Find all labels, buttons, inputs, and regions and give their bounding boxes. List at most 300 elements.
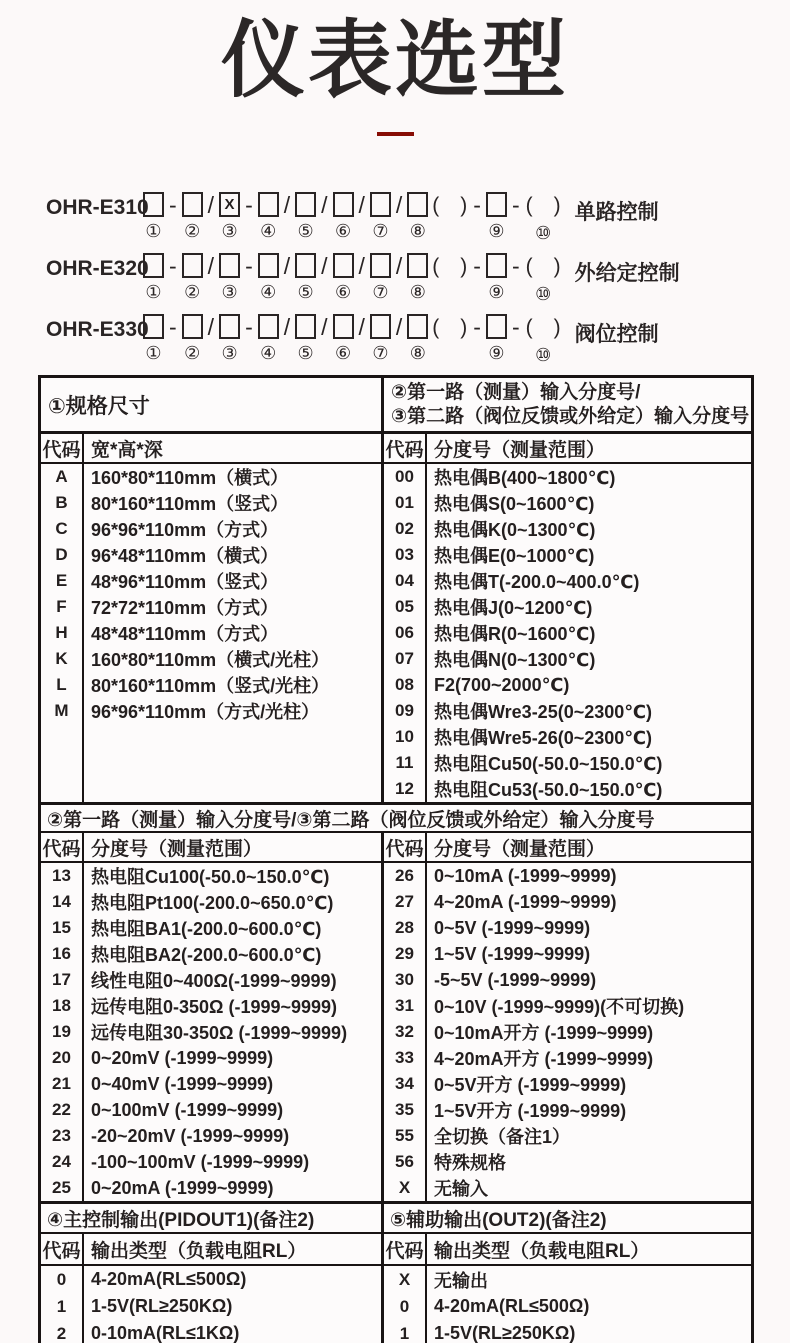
segnum-empty bbox=[170, 222, 175, 244]
model-box-slot bbox=[407, 314, 428, 364]
model-code-box bbox=[182, 253, 203, 278]
table-row bbox=[41, 1045, 381, 1071]
section1-left-header: ①规格尺寸 bbox=[41, 378, 381, 434]
code-cell: 18 bbox=[41, 993, 84, 1019]
desc-cell: 0~40mV (-1999~9999) bbox=[91, 1073, 274, 1094]
code-cell: X bbox=[384, 1266, 427, 1293]
segnum-empty bbox=[246, 283, 251, 305]
code-cell: 06 bbox=[384, 620, 427, 646]
segnum-empty bbox=[447, 344, 452, 366]
desc-cell: 1~5V (-1999~9999) bbox=[434, 943, 591, 964]
table-row bbox=[41, 1071, 381, 1097]
code-cell: 2 bbox=[41, 1320, 84, 1343]
desc-cell: 48*96*110mm（竖式） bbox=[91, 572, 279, 593]
desc-cell: 96*96*110mm（方式/光柱） bbox=[91, 702, 320, 723]
desc-cell: 热电偶B(400~1800℃) bbox=[434, 468, 616, 489]
segnum-empty bbox=[246, 344, 251, 366]
circled-number: ⑤ bbox=[297, 221, 314, 242]
model-symbol-slot bbox=[471, 314, 483, 366]
model-box-slot bbox=[219, 314, 240, 364]
section2 bbox=[41, 833, 751, 1201]
model-name: OHR-E320 bbox=[46, 257, 149, 281]
model-name: OHR-E330 bbox=[46, 318, 149, 342]
code-cell: 27 bbox=[384, 889, 427, 915]
segnum-empty bbox=[170, 283, 175, 305]
code-cell: 02 bbox=[384, 516, 427, 542]
code-cell: 03 bbox=[384, 542, 427, 568]
model-symbol-slot bbox=[357, 253, 367, 305]
table-row bbox=[41, 594, 381, 620]
desc-cell: 热电偶J(0~1200℃) bbox=[434, 598, 593, 619]
segnum-empty bbox=[170, 344, 175, 366]
model-row bbox=[46, 314, 790, 366]
desc-cell: 0~5V (-1999~9999) bbox=[434, 917, 591, 938]
desc-cell: 4-20mA(RL≤500Ω) bbox=[91, 1269, 247, 1290]
table-row bbox=[384, 672, 751, 698]
section1 bbox=[41, 378, 751, 802]
table-row bbox=[384, 646, 751, 672]
model-code-box bbox=[486, 192, 507, 217]
model-box-slot bbox=[182, 192, 203, 242]
circled-number: ④ bbox=[260, 343, 277, 364]
model-paren-group: ( ) bbox=[432, 254, 468, 278]
sec3-right-rows bbox=[384, 1266, 751, 1343]
table-row bbox=[384, 1266, 751, 1293]
model-code-box bbox=[407, 192, 428, 217]
desc-cell: 热电阻BA1(-200.0~600.0℃) bbox=[91, 919, 322, 940]
model-separator-symbol: - bbox=[473, 314, 481, 341]
section1-left bbox=[41, 378, 381, 802]
model-row bbox=[46, 253, 790, 305]
title-accent-dash bbox=[377, 132, 414, 136]
circled-number: ② bbox=[184, 221, 201, 242]
model-separator-symbol: / bbox=[358, 192, 365, 219]
table-row bbox=[384, 724, 751, 750]
segnum-empty bbox=[208, 222, 213, 244]
model-box-slot bbox=[370, 192, 391, 242]
model-box-slot bbox=[407, 253, 428, 303]
table-row bbox=[384, 464, 751, 490]
model-separator-symbol: / bbox=[395, 253, 403, 280]
desc-cell: 4-20mA(RL≤500Ω) bbox=[434, 1296, 590, 1317]
model-box-slot bbox=[219, 192, 240, 242]
code-cell: 15 bbox=[41, 915, 84, 941]
circled-number: ① bbox=[145, 282, 162, 303]
code-cell: 23 bbox=[41, 1123, 84, 1149]
segnum-empty bbox=[447, 222, 452, 244]
model-symbol-slot bbox=[243, 253, 255, 305]
circled-number: ⑩ bbox=[535, 345, 552, 366]
model-code-box bbox=[258, 314, 279, 339]
model-type-label: 单路控制 bbox=[574, 201, 659, 225]
segnum-empty bbox=[322, 283, 327, 305]
col-desc-label: 宽*高*深 bbox=[91, 439, 163, 461]
desc-cell: 0~20mA (-1999~9999) bbox=[91, 1177, 274, 1198]
code-cell: 14 bbox=[41, 889, 84, 915]
model-code-box bbox=[219, 314, 240, 339]
table-row bbox=[41, 464, 381, 490]
desc-cell: 热电阻Cu53(-50.0~150.0℃) bbox=[434, 780, 663, 801]
model-paren-slot bbox=[525, 253, 562, 305]
model-code-box bbox=[407, 253, 428, 278]
model-symbol-slot bbox=[167, 314, 179, 366]
model-paren-slot bbox=[525, 314, 562, 366]
code-cell: 12 bbox=[384, 776, 427, 802]
desc-cell: 远传电阻30-350Ω (-1999~9999) bbox=[91, 1023, 348, 1044]
desc-cell: 80*160*110mm（竖式） bbox=[91, 494, 289, 515]
desc-cell: 0~5V开方 (-1999~9999) bbox=[434, 1075, 627, 1096]
code-cell: D bbox=[41, 542, 84, 568]
model-code-box bbox=[143, 253, 164, 278]
code-cell: 10 bbox=[384, 724, 427, 750]
table-row bbox=[41, 1320, 381, 1343]
model-symbol-slot bbox=[394, 192, 404, 244]
desc-cell: 远传电阻0-350Ω (-1999~9999) bbox=[91, 997, 338, 1018]
model-separator-symbol: / bbox=[395, 192, 403, 219]
table-row bbox=[41, 1175, 381, 1201]
table-row bbox=[384, 594, 751, 620]
segnum-empty bbox=[397, 283, 402, 305]
model-separator-symbol: - bbox=[245, 314, 253, 341]
circled-number: ② bbox=[184, 282, 201, 303]
section2-right-colhead bbox=[384, 833, 751, 863]
segnum-empty bbox=[475, 344, 480, 366]
col-code-label: 代码 bbox=[41, 1234, 84, 1264]
code-cell: 35 bbox=[384, 1097, 427, 1123]
circled-number: ⑨ bbox=[488, 343, 505, 364]
col-code-label: 代码 bbox=[384, 434, 427, 462]
code-cell: 33 bbox=[384, 1045, 427, 1071]
model-symbol-slot bbox=[394, 314, 404, 366]
page-title: 仪表选型 bbox=[220, 13, 569, 107]
circled-number: ⑧ bbox=[409, 343, 426, 364]
col-desc-label: 分度号（测量范围） bbox=[434, 439, 606, 461]
code-cell: 07 bbox=[384, 646, 427, 672]
table-row bbox=[41, 1019, 381, 1045]
section1-right-colhead bbox=[384, 434, 751, 464]
model-code-box bbox=[370, 253, 391, 278]
segnum-empty bbox=[359, 344, 364, 366]
table-row bbox=[384, 516, 751, 542]
table-row bbox=[384, 967, 751, 993]
circled-number: ⑥ bbox=[334, 343, 352, 364]
code-cell: 30 bbox=[384, 967, 427, 993]
code-cell: 31 bbox=[384, 993, 427, 1019]
model-separator-symbol: - bbox=[473, 253, 481, 280]
code-cell: A bbox=[41, 464, 84, 490]
model-code-box bbox=[295, 314, 316, 339]
circled-number: ① bbox=[145, 221, 162, 242]
section1-right-header-line2: ③第二路（阀位反馈或外给定）输入分度号 bbox=[391, 405, 750, 427]
section3-right-colhead bbox=[384, 1234, 751, 1266]
model-separator-symbol: / bbox=[321, 253, 328, 280]
section1-left-colhead bbox=[41, 434, 381, 464]
model-box-slot bbox=[295, 253, 316, 303]
code-cell: F bbox=[41, 594, 84, 620]
model-code-box bbox=[258, 192, 279, 217]
col-code-label: 代码 bbox=[384, 833, 427, 861]
col-desc-label: 分度号（测量范围） bbox=[434, 838, 606, 860]
model-separator-symbol: - bbox=[245, 192, 253, 219]
segnum-empty bbox=[284, 344, 289, 366]
table-row bbox=[41, 672, 381, 698]
desc-cell: 热电偶N(0~1300℃) bbox=[434, 650, 596, 671]
model-symbol-slot bbox=[510, 192, 522, 244]
desc-cell: 80*160*110mm（竖式/光柱） bbox=[91, 676, 330, 697]
segnum-empty bbox=[359, 222, 364, 244]
col-desc-label: 分度号（测量范围） bbox=[91, 838, 263, 860]
circled-number: ⑦ bbox=[372, 221, 389, 242]
model-code-box bbox=[295, 253, 316, 278]
model-symbol-slot bbox=[167, 192, 179, 244]
model-symbol-slot bbox=[319, 314, 329, 366]
model-separator-symbol: / bbox=[283, 253, 291, 280]
segnum-empty bbox=[447, 283, 452, 305]
code-cell: 05 bbox=[384, 594, 427, 620]
desc-cell: 4~20mA开方 (-1999~9999) bbox=[434, 1049, 654, 1070]
model-code-box bbox=[486, 314, 507, 339]
model-separator-symbol: / bbox=[207, 314, 215, 341]
model-paren-group: ( ) bbox=[525, 315, 561, 339]
desc-cell: 1~5V开方 (-1999~9999) bbox=[434, 1101, 627, 1122]
model-paren-slot bbox=[525, 192, 562, 244]
section3-left-colhead bbox=[41, 1234, 381, 1266]
model-symbol-slot bbox=[471, 192, 483, 244]
model-symbol-slot bbox=[282, 192, 292, 244]
desc-cell: 热电偶S(0~1600℃) bbox=[434, 494, 595, 515]
desc-cell: 0~100mV (-1999~9999) bbox=[91, 1099, 284, 1120]
code-cell: 20 bbox=[41, 1045, 84, 1071]
model-paren-group: ( ) bbox=[525, 254, 561, 278]
model-box-slot bbox=[182, 314, 203, 364]
circled-number: ⑩ bbox=[535, 284, 552, 305]
model-symbol-slot bbox=[357, 192, 367, 244]
section3 bbox=[41, 1201, 751, 1343]
model-box-slot bbox=[258, 314, 279, 364]
col-code-label: 代码 bbox=[384, 1234, 427, 1264]
model-code-box bbox=[407, 314, 428, 339]
code-cell: B bbox=[41, 490, 84, 516]
desc-cell: 热电阻Cu100(-50.0~150.0℃) bbox=[91, 867, 330, 888]
code-cell: 22 bbox=[41, 1097, 84, 1123]
table-row bbox=[384, 1045, 751, 1071]
segnum-empty bbox=[475, 222, 480, 244]
circled-number: ⑨ bbox=[488, 282, 505, 303]
model-symbol-slot bbox=[282, 253, 292, 305]
model-separator-symbol: - bbox=[511, 192, 520, 219]
code-cell: 56 bbox=[384, 1149, 427, 1175]
section2-right bbox=[381, 833, 751, 1201]
desc-cell: 96*48*110mm（横式） bbox=[91, 546, 279, 567]
model-box-slot bbox=[182, 253, 203, 303]
section2-left bbox=[41, 833, 381, 1201]
table-row bbox=[384, 750, 751, 776]
desc-cell: 全切换（备注1） bbox=[434, 1127, 571, 1148]
segnum-empty bbox=[322, 344, 327, 366]
col-desc-label: 输出类型（负载电阻RL） bbox=[91, 1240, 307, 1262]
table-row bbox=[384, 568, 751, 594]
circled-number: ③ bbox=[221, 282, 238, 303]
desc-cell: 特殊规格 bbox=[434, 1153, 506, 1174]
model-separator-symbol: / bbox=[283, 314, 291, 341]
model-paren-group: ( ) bbox=[525, 193, 561, 217]
code-cell: 08 bbox=[384, 672, 427, 698]
desc-cell: 0~20mV (-1999~9999) bbox=[91, 1047, 274, 1068]
desc-cell: 0~10mA (-1999~9999) bbox=[434, 865, 617, 886]
model-symbol-slot bbox=[282, 314, 292, 366]
model-separator-symbol: - bbox=[511, 253, 520, 280]
section1-right bbox=[381, 378, 751, 802]
table-row bbox=[41, 1149, 381, 1175]
circled-number: ⑥ bbox=[334, 282, 352, 303]
model-code-box bbox=[182, 192, 203, 217]
section2-left-colhead bbox=[41, 833, 381, 863]
model-type-label: 外给定控制 bbox=[574, 262, 680, 286]
model-box-slot bbox=[143, 314, 164, 364]
code-cell: 0 bbox=[384, 1293, 427, 1320]
table-row bbox=[41, 941, 381, 967]
code-cell: 0 bbox=[41, 1266, 84, 1293]
model-code-box bbox=[333, 253, 354, 278]
segnum-empty bbox=[246, 222, 251, 244]
code-cell: 26 bbox=[384, 863, 427, 889]
section3-left-header: ④主控制输出(PIDOUT1)(备注2) bbox=[41, 1204, 381, 1234]
col-code-label: 代码 bbox=[41, 434, 84, 462]
code-cell: 19 bbox=[41, 1019, 84, 1045]
desc-cell: F2(700~2000℃) bbox=[434, 674, 570, 695]
table-row bbox=[41, 1097, 381, 1123]
model-box-slot bbox=[407, 192, 428, 242]
table-row bbox=[41, 542, 381, 568]
segnum-empty bbox=[208, 344, 213, 366]
code-cell: 21 bbox=[41, 1071, 84, 1097]
circled-number: ④ bbox=[260, 221, 277, 242]
code-cell: 24 bbox=[41, 1149, 84, 1175]
model-code-box bbox=[486, 253, 507, 278]
table-row bbox=[384, 490, 751, 516]
table-row bbox=[41, 863, 381, 889]
desc-cell: 热电偶K(0~1300℃) bbox=[434, 520, 596, 541]
model-code-box bbox=[333, 314, 354, 339]
segnum-empty bbox=[284, 283, 289, 305]
code-cell: M bbox=[41, 698, 84, 724]
model-code-box: X bbox=[219, 192, 240, 217]
table-row bbox=[41, 516, 381, 542]
model-box-slot bbox=[258, 253, 279, 303]
col-desc-label: 输出类型（负载电阻RL） bbox=[434, 1240, 650, 1262]
model-paren-group: ( ) bbox=[432, 315, 468, 339]
circled-number: ⑦ bbox=[372, 343, 389, 364]
desc-cell: 0-10mA(RL≤1KΩ) bbox=[91, 1323, 240, 1343]
circled-number: ⑥ bbox=[334, 221, 352, 242]
table-row bbox=[384, 1149, 751, 1175]
table-row bbox=[384, 1071, 751, 1097]
desc-cell: 无输出 bbox=[434, 1270, 488, 1291]
model-name: OHR-E310 bbox=[46, 196, 149, 220]
segnum-empty bbox=[397, 344, 402, 366]
desc-cell: 0~10mA开方 (-1999~9999) bbox=[434, 1023, 654, 1044]
model-box-slot bbox=[258, 192, 279, 242]
table-row bbox=[41, 490, 381, 516]
table-row bbox=[41, 1123, 381, 1149]
desc-cell: 1-5V(RL≥250KΩ) bbox=[434, 1323, 576, 1343]
desc-cell: 1-5V(RL≥250KΩ) bbox=[91, 1296, 233, 1317]
table-row bbox=[384, 1175, 751, 1201]
table-row bbox=[384, 698, 751, 724]
model-symbol-slot bbox=[206, 192, 216, 244]
segnum-empty bbox=[322, 222, 327, 244]
model-box-slot bbox=[486, 314, 507, 364]
model-code-box bbox=[143, 192, 164, 217]
model-box-slot bbox=[295, 314, 316, 364]
code-cell: E bbox=[41, 568, 84, 594]
segnum-empty bbox=[513, 283, 518, 305]
model-code-box bbox=[143, 314, 164, 339]
model-paren-slot bbox=[431, 314, 468, 366]
segnum-empty bbox=[359, 283, 364, 305]
model-separator-symbol: - bbox=[169, 253, 177, 280]
desc-cell: 4~20mA (-1999~9999) bbox=[434, 891, 617, 912]
model-separator-symbol: / bbox=[207, 192, 215, 219]
model-separator-symbol: / bbox=[358, 253, 365, 280]
section3-left bbox=[41, 1204, 381, 1343]
desc-cell: -5~5V (-1999~9999) bbox=[434, 969, 597, 990]
model-box-slot bbox=[333, 314, 354, 364]
desc-cell: 0~10V (-1999~9999)(不可切换) bbox=[434, 997, 685, 1018]
desc-cell: 72*72*110mm（方式） bbox=[91, 598, 279, 619]
desc-cell: -100~100mV (-1999~9999) bbox=[91, 1151, 310, 1172]
code-cell: 25 bbox=[41, 1175, 84, 1201]
model-separator-symbol: / bbox=[283, 192, 291, 219]
model-code-box bbox=[333, 192, 354, 217]
code-cell: 09 bbox=[384, 698, 427, 724]
model-box-slot bbox=[143, 253, 164, 303]
model-code-box bbox=[182, 314, 203, 339]
code-cell: 04 bbox=[384, 568, 427, 594]
model-symbol-slot bbox=[243, 314, 255, 366]
model-separator-symbol: - bbox=[473, 192, 481, 219]
circled-number: ⑧ bbox=[409, 282, 426, 303]
segnum-empty bbox=[208, 283, 213, 305]
desc-cell: -20~20mV (-1999~9999) bbox=[91, 1125, 290, 1146]
model-box-slot bbox=[143, 192, 164, 242]
desc-cell: 160*80*110mm（横式） bbox=[91, 468, 289, 489]
model-type-label: 阀位控制 bbox=[574, 323, 659, 347]
model-box-slot bbox=[295, 192, 316, 242]
code-cell: 55 bbox=[384, 1123, 427, 1149]
code-cell: K bbox=[41, 646, 84, 672]
table-row bbox=[41, 993, 381, 1019]
table-row bbox=[41, 646, 381, 672]
desc-cell: 热电偶E(0~1000℃) bbox=[434, 546, 595, 567]
code-cell: L bbox=[41, 672, 84, 698]
table-row bbox=[41, 967, 381, 993]
model-separator-symbol: - bbox=[169, 314, 177, 341]
col-code-label: 代码 bbox=[41, 833, 84, 861]
code-cell: 17 bbox=[41, 967, 84, 993]
section1-right-header bbox=[384, 378, 751, 434]
circled-number: ⑤ bbox=[297, 282, 314, 303]
table-row bbox=[384, 1320, 751, 1343]
code-cell: 01 bbox=[384, 490, 427, 516]
table-row bbox=[41, 1266, 381, 1293]
model-separator-symbol: - bbox=[169, 192, 177, 219]
model-symbol-slot bbox=[319, 192, 329, 244]
model-paren-slot bbox=[431, 253, 468, 305]
desc-cell: 热电阻Pt100(-200.0~650.0℃) bbox=[91, 893, 334, 914]
circled-number: ⑩ bbox=[535, 223, 552, 244]
model-code-box bbox=[370, 314, 391, 339]
